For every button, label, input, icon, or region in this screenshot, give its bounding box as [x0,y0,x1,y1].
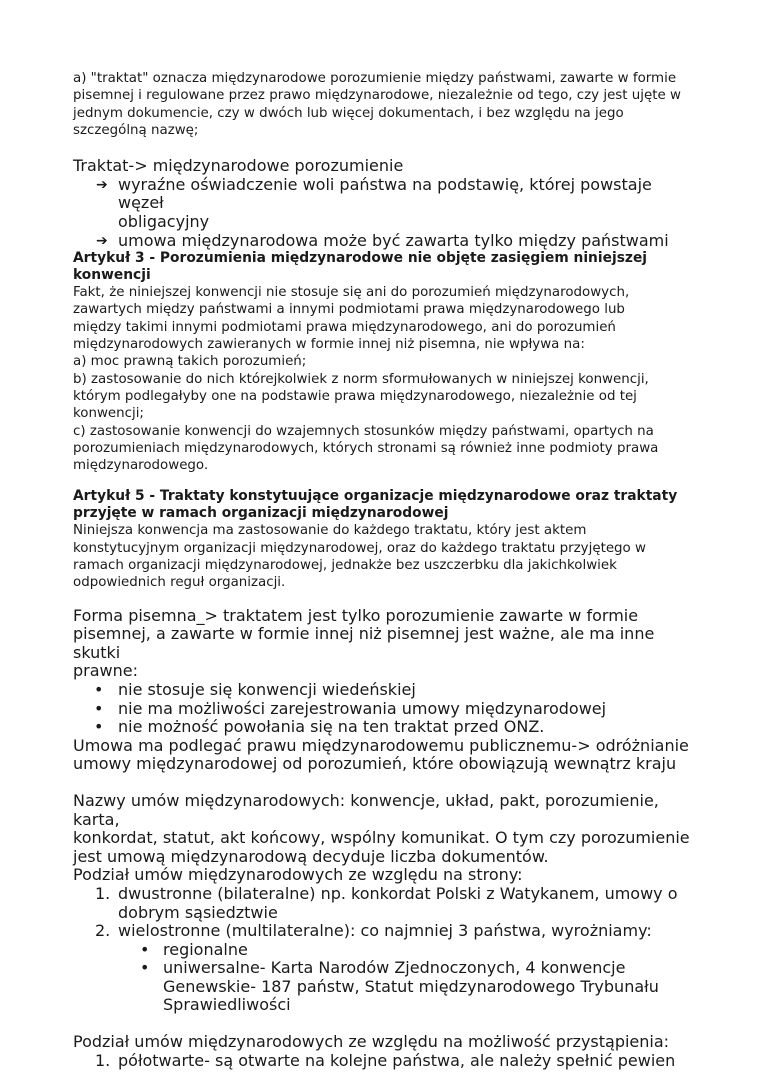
list-item: ➔ wyraźne oświadczenie woli państwa na podstawię, której powstaje węzeł obligacyjny [96,174,652,231]
przystapienie-heading: Podział umów międzynarodowych ze względu na możliwość przystąpienia: [73,1032,670,1052]
forma-pisemna-paragraph: Forma pisemna_> traktatem jest tylko porozumienie zawarte w formie pisemnej, a zawarte w formie innej niż pisemnej jest ważne, ale ma inne skutki prawne: [73,605,655,681]
arrow-icon: ➔ [96,232,108,249]
article-3-body: Fakt, że niniejszej konwencji nie stosuje się ani do porozumień międzynarodowych, zawartych między państwami a innymi podmiotami prawa międzynarodowego lub między takimi innymi podmiotami prawa międzynarodowego, ani do porozumień międzynarodowych zawieranych w formie innej niż pisemna, nie wpływa na: a) moc prawną takich porozumień; b) zastosowanie do nich którejkolwiek z norm sformułowanych w niniejszej konwencji, którym podlegałyby one na podstawie prawa międzynarodowego, niezależnie od tej konwencji; c) zastosowanie konwencji do wzajemnych stosunków między państwami, opartych na porozumieniach międzynarodowych, których stronami są również inne podmioty prawa międzynarodowego. [73,285,659,474]
bullet-icon: • [94,717,104,737]
przystapienie-list [73,1052,693,1071]
strony-list [73,885,693,941]
list-item: • regionalne [140,939,248,959]
traktat-points [73,176,693,250]
list-item: • nie możność powołania się na ten traktat przed ONZ. [94,717,545,737]
list-item: • nie stosuje się konwencji wiedeńskiej [94,679,416,699]
list-item: • uniwersalne- Karta Narodów Zjednoczonych, 4 konwencje Genewskie- 187 państw, Statut międzynarodowego Trybunału Sprawiedliwości [140,958,659,1015]
bullet-icon: • [94,679,104,699]
article-3-heading: Artykuł 3 - Porozumienia międzynarodowe nie objęte zasięgiem niniejszej konwencji [73,250,648,284]
bullet-icon: • [140,958,150,978]
list-item: 1. dwustronne (bilateralne) np. konkordat Polski z Watykanem, umowy o dobrym sąsiedztwie [95,883,678,922]
bullet-icon: • [140,939,150,959]
list-item: ➔ umowa międzynarodowa może być zawarta tylko między państwami [96,230,669,250]
article-5-body: Niniejsza konwencja ma zastosowanie do każdego traktatu, który jest aktem konstytucyjnym organizacji międzynarodowej, oraz do każdego traktatu przyjętego w ramach organizacji międzynarodowej, jednakże bez uszczerbku dla jakichkolwiek odpowiednich reguł organizacji. [73,523,646,591]
article-5-heading: Artykuł 5 - Traktaty konstytuujące organizacje międzynarodowe oraz traktaty przyjęte w ramach organizacji międzynarodowej [73,488,678,522]
intro-paragraph: a) "traktat" oznacza międzynarodowe porozumienie między państwami, zawarte w formie pisemnej i regulowane przez prawo międzynarodowe, niezależnie od tego, czy jest ujęte w jednym dokumencie, czy w dwóch lub więcej dokumentach, i bez względu na jego szczególną nazwę; [73,71,681,138]
bullet-icon: • [94,698,104,718]
traktat-definition: Traktat-> międzynarodowe porozumienie [73,156,404,176]
arrow-icon: ➔ [96,176,108,193]
document-page [73,70,693,1070]
list-item: • nie ma możliwości zarejestrowania umowy międzynarodowej [94,698,607,718]
umowa-paragraph: Umowa ma podlegać prawu międzynarodowemu publicznemu-> odróżnianie umowy międzynarodowej od porozumień, które obowiązują wewnątrz kraju [73,735,689,774]
list-item: 2. wielostronne (multilateralne): co najmniej 3 państwa, wyrożniamy: [95,921,652,941]
wielostronne-sublist [73,941,693,1015]
list-item: 1. półotwarte- są otwarte na kolejne państwa, ale należy spełnić pewien [95,1050,676,1070]
forma-pisemna-list [73,681,693,737]
nazwy-paragraph: Nazwy umów międzynarodowych: konwencje, układ, pakt, porozumienie, karta, konkordat, statut, akt końcowy, wspólny komunikat. O tym czy porozumienie jest umową międzynarodową decyduje liczba dokumentów. Podział umów międzynarodowych ze względu na strony: [73,790,690,885]
